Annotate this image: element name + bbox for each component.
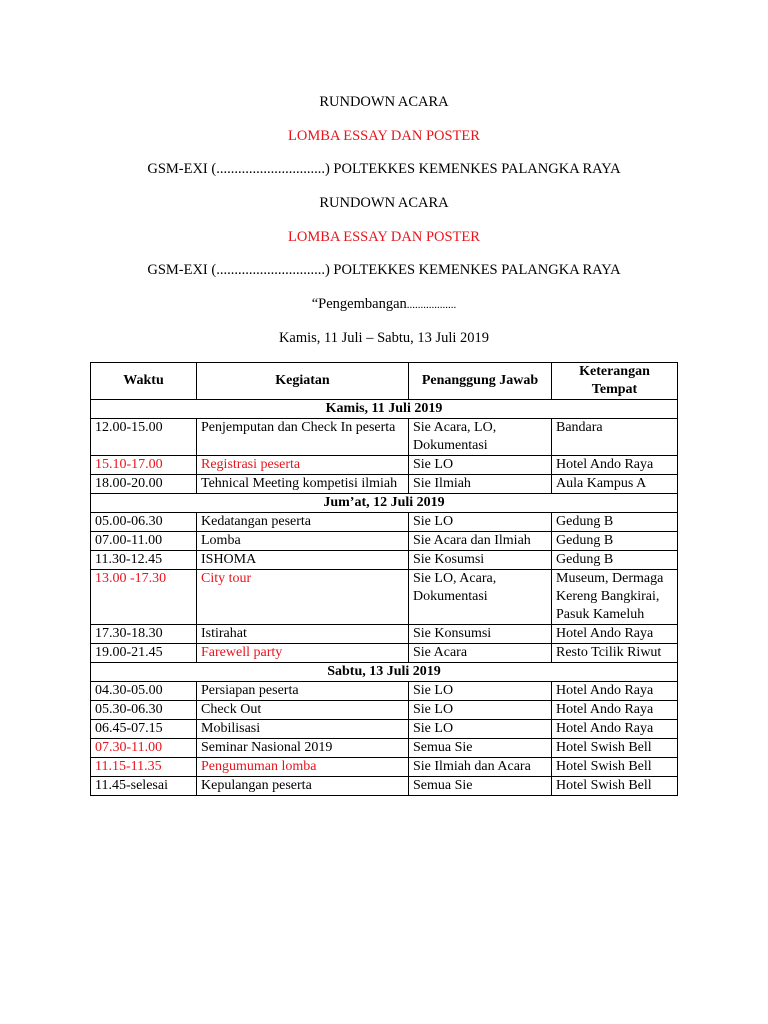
- table-row: [91, 682, 678, 701]
- time-cell: 18.00-20.00: [91, 475, 197, 494]
- place-cell: Gedung B: [552, 532, 678, 551]
- place-cell: Hotel Ando Raya: [552, 701, 678, 720]
- time-cell: 17.30-18.30: [91, 625, 197, 644]
- place-cell: Hotel Ando Raya: [552, 456, 678, 475]
- organizer-1: GSM-EXI (..............................) POLTEKKES KEMENKES PALANGKA RAYA: [147, 161, 621, 177]
- header-kegiatan: Kegiatan: [197, 363, 409, 400]
- tagline-text: “Pengembangan: [311, 296, 407, 312]
- activity-cell: Tehnical Meeting kompetisi ilmiah: [197, 475, 409, 494]
- place-cell: Resto Tcilik Riwut: [552, 644, 678, 663]
- header-keterangan-tempat: Keterangan Tempat: [552, 363, 678, 400]
- time-cell: 07.00-11.00: [91, 532, 197, 551]
- tagline: [0, 295, 768, 314]
- header-waktu: Waktu: [91, 363, 197, 400]
- place-cell: Gedung B: [552, 551, 678, 570]
- place-cell: Aula Kampus A: [552, 475, 678, 494]
- time-cell: 05.00-06.30: [91, 513, 197, 532]
- place-cell: Hotel Ando Raya: [552, 625, 678, 644]
- pj-cell: Sie LO: [409, 513, 552, 532]
- activity-cell: Kepulangan peserta: [197, 777, 409, 796]
- pj-cell: Sie Acara, LO, Dokumentasi: [409, 419, 552, 456]
- date-range: Kamis, 11 Juli – Sabtu, 13 Juli 2019: [278, 330, 490, 346]
- day-row: [91, 400, 678, 419]
- place-cell: Bandara: [552, 419, 678, 456]
- time-cell: 11.15-11.35: [91, 758, 197, 777]
- time-cell: 12.00-15.00: [91, 419, 197, 456]
- pj-cell: Sie Ilmiah dan Acara: [409, 758, 552, 777]
- activity-cell: City tour: [197, 570, 409, 625]
- pj-cell: Sie Ilmiah: [409, 475, 552, 494]
- table-row: [91, 720, 678, 739]
- time-cell: 06.45-07.15: [91, 720, 197, 739]
- activity-cell: Pengumuman lomba: [197, 758, 409, 777]
- time-cell: 11.45-selesai: [91, 777, 197, 796]
- activity-cell: Check Out: [197, 701, 409, 720]
- pj-cell: Sie Acara: [409, 644, 552, 663]
- activity-cell: Registrasi peserta: [197, 456, 409, 475]
- event-name-2: LOMBA ESSAY DAN POSTER: [288, 229, 480, 245]
- time-cell: 07.30-11.00: [91, 739, 197, 758]
- day-row: [91, 494, 678, 513]
- table-row: [91, 758, 678, 777]
- title-2: RUNDOWN ACARA: [319, 195, 449, 211]
- title-1: RUNDOWN ACARA: [319, 94, 449, 110]
- pj-cell: Sie LO: [409, 456, 552, 475]
- pj-cell: Sie LO: [409, 720, 552, 739]
- table-row: [91, 475, 678, 494]
- time-cell: 19.00-21.45: [91, 644, 197, 663]
- table-header-row: [91, 363, 678, 400]
- time-cell: 04.30-05.00: [91, 682, 197, 701]
- place-cell: Gedung B: [552, 513, 678, 532]
- activity-cell: Kedatangan peserta: [197, 513, 409, 532]
- activity-cell: Farewell party: [197, 644, 409, 663]
- activity-cell: Lomba: [197, 532, 409, 551]
- place-cell: Hotel Swish Bell: [552, 758, 678, 777]
- place-cell: Hotel Swish Bell: [552, 777, 678, 796]
- activity-cell: Seminar Nasional 2019: [197, 739, 409, 758]
- pj-cell: Sie LO: [409, 682, 552, 701]
- organizer-2: GSM-EXI (..............................) POLTEKKES KEMENKES PALANGKA RAYA: [147, 262, 621, 278]
- tagline-dots: ..................: [406, 299, 457, 311]
- activity-cell: ISHOMA: [197, 551, 409, 570]
- table-row: [91, 625, 678, 644]
- pj-cell: Sie Konsumsi: [409, 625, 552, 644]
- table-row: [91, 456, 678, 475]
- table-row: [91, 419, 678, 456]
- pj-cell: Sie Kosumsi: [409, 551, 552, 570]
- place-cell: Museum, Dermaga Kereng Bangkirai, Pasuk Kameluh: [552, 570, 678, 625]
- table-row: [91, 644, 678, 663]
- pj-cell: Semua Sie: [409, 777, 552, 796]
- rundown-table: [90, 362, 678, 796]
- table-row: [91, 513, 678, 532]
- header-penanggung-jawab: Penanggung Jawab: [409, 363, 552, 400]
- pj-cell: Semua Sie: [409, 739, 552, 758]
- pj-cell: Sie Acara dan Ilmiah: [409, 532, 552, 551]
- place-cell: Hotel Ando Raya: [552, 720, 678, 739]
- day-label: Kamis, 11 Juli 2019: [91, 400, 678, 419]
- time-cell: 13.00 -17.30: [91, 570, 197, 625]
- table-row: [91, 570, 678, 625]
- place-cell: Hotel Ando Raya: [552, 682, 678, 701]
- activity-cell: Penjemputan dan Check In peserta: [197, 419, 409, 456]
- time-cell: 11.30-12.45: [91, 551, 197, 570]
- day-label: Jum’at, 12 Juli 2019: [91, 494, 678, 513]
- day-label: Sabtu, 13 Juli 2019: [91, 663, 678, 682]
- activity-cell: Persiapan peserta: [197, 682, 409, 701]
- pj-cell: Sie LO, Acara, Dokumentasi: [409, 570, 552, 625]
- activity-cell: Mobilisasi: [197, 720, 409, 739]
- place-cell: Hotel Swish Bell: [552, 739, 678, 758]
- time-cell: 15.10-17.00: [91, 456, 197, 475]
- activity-cell: Istirahat: [197, 625, 409, 644]
- table-row: [91, 701, 678, 720]
- table-row: [91, 551, 678, 570]
- table-row: [91, 532, 678, 551]
- day-row: [91, 663, 678, 682]
- time-cell: 05.30-06.30: [91, 701, 197, 720]
- table-row: [91, 739, 678, 758]
- table-row: [91, 777, 678, 796]
- event-name-1: LOMBA ESSAY DAN POSTER: [288, 128, 480, 144]
- pj-cell: Sie LO: [409, 701, 552, 720]
